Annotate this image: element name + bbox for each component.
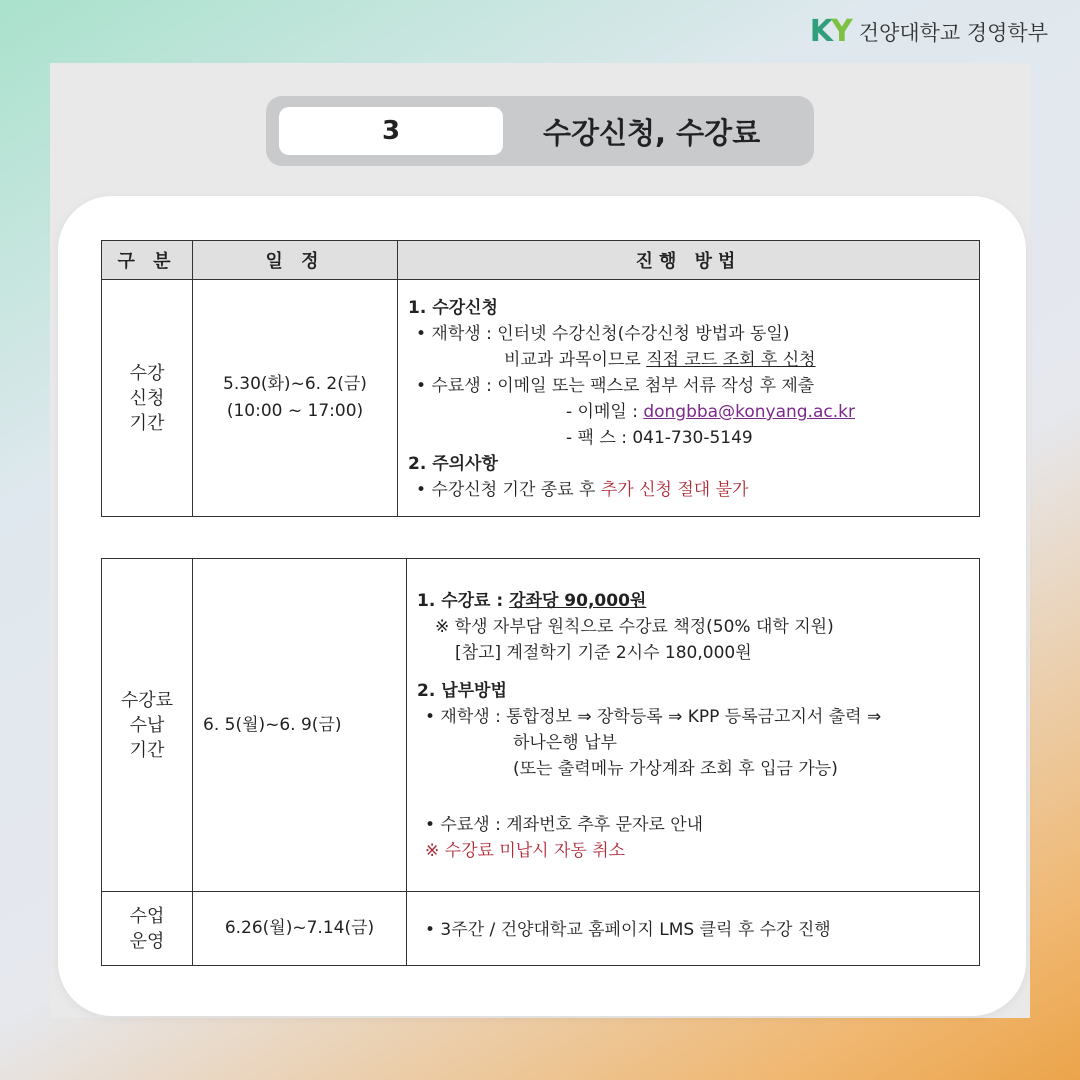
section-title: 수강신청, 수강료 bbox=[543, 115, 761, 150]
schedule-cell: 6.26(월)~7.14(금) bbox=[193, 892, 407, 966]
registration-table bbox=[101, 240, 980, 517]
table-row bbox=[102, 892, 980, 966]
method-cell: 1. 수강신청 • 재학생 : 인터넷 수강신청(수강신청 방법과 동일) 비교과 과목이므로 직접 코드 조회 후 신청 • 수료생 : 이메일 또는 팩스로 첨부 서류 작성 후 제출 - 이메일 : dongbba@konyang.ac.kr - 팩 스 : 041-730-5149 2. 주의사항 • 수강신청 기간 종료 후 추가 신청 절대 불가 bbox=[398, 280, 980, 517]
brand-name: 건양대학교 경영학부 bbox=[858, 20, 1048, 45]
category-cell: 수강료 수납 기간 bbox=[102, 559, 193, 892]
category-cell: 수업 운영 bbox=[102, 892, 193, 966]
schedule-cell: 5.30(화)~6. 2(금) (10:00 ~ 17:00) bbox=[193, 280, 398, 517]
header-schedule: 일 정 bbox=[193, 241, 398, 280]
konyang-logo-icon: KY bbox=[809, 14, 851, 49]
category-cell: 수강 신청 기간 bbox=[102, 280, 193, 517]
schedule-cell: 6. 5(월)~6. 9(금) bbox=[193, 559, 407, 892]
header-category: 구 분 bbox=[102, 241, 193, 280]
brand-header bbox=[810, 14, 1048, 49]
method-cell: • 3주간 / 건양대학교 홈페이지 LMS 클릭 후 수강 진행 bbox=[407, 892, 980, 966]
method-cell: 1. 수강료 : 강좌당 90,000원 ※ 학생 자부담 원칙으로 수강료 책정(50% 대학 지원) [참고] 계절학기 기준 2시수 180,000원 2. 납부방법 • 재학생 : 통합정보 ⇒ 장학등록 ⇒ KPP 등록금고지서 출력 ⇒ 하나은행 납부 (또는 출력메뉴 가상계좌 조회 후 입금 가능) • 수료생 : 계좌번호 추후 문자로 안내 ※ 수강료 미납시 자동 취소 bbox=[407, 559, 980, 892]
email-link[interactable]: dongbba@konyang.ac.kr bbox=[643, 402, 855, 422]
header-method: 진행 방법 bbox=[398, 241, 980, 280]
fax-number: - 팩 스 : 041-730-5149 bbox=[566, 428, 753, 448]
table-row bbox=[102, 559, 980, 892]
fee-class-table bbox=[101, 558, 980, 966]
section-number: 3 bbox=[279, 107, 503, 155]
table-row bbox=[102, 280, 980, 517]
table-header-row bbox=[102, 241, 980, 280]
section-title-bar bbox=[266, 96, 814, 166]
